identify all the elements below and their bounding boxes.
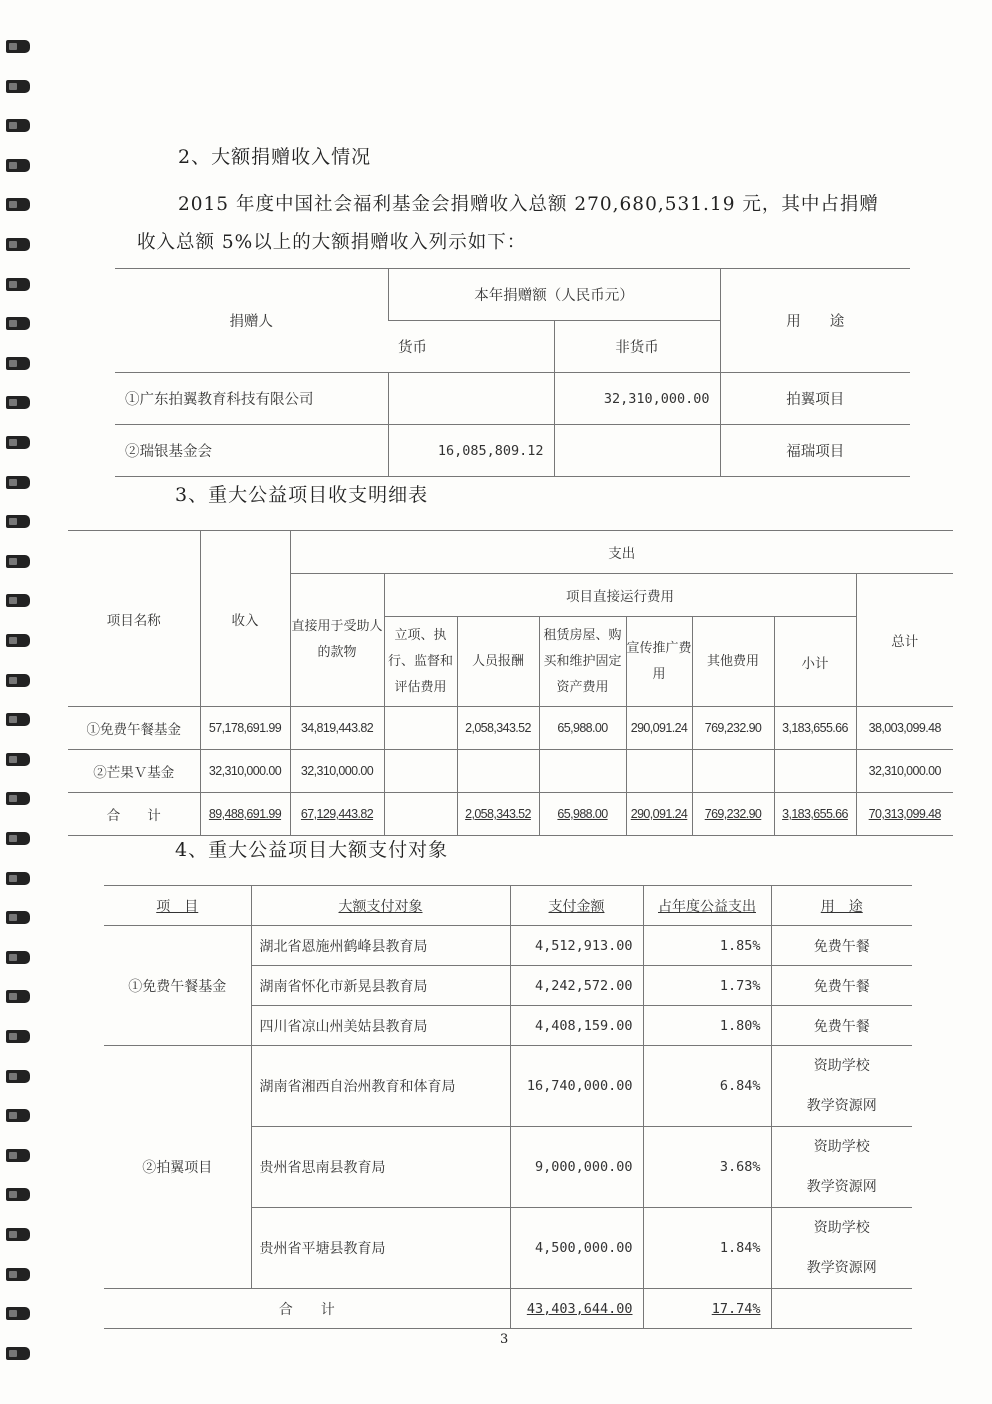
- header-promo-cost: 宣传推广费用: [626, 617, 692, 707]
- payment-ratio: 1.85%: [643, 926, 771, 966]
- binding-ring: [6, 1228, 30, 1241]
- use-line1: 资助学校: [813, 1220, 870, 1236]
- payment-use: 免费午餐: [771, 1006, 912, 1046]
- header-use: 用 途: [771, 886, 912, 926]
- sum-amount: 43,403,644.00: [510, 1289, 643, 1329]
- project-name: ①免费午餐基金: [68, 707, 200, 750]
- payment-amount: 4,242,572.00: [510, 966, 643, 1006]
- project-name: ②芒果Ｖ基金: [68, 750, 200, 793]
- header-project: 项 目: [104, 886, 251, 926]
- binding-ring: [6, 1188, 30, 1201]
- binding-ring: [6, 1109, 30, 1122]
- binding-ring: [6, 951, 30, 964]
- donation-table: [115, 268, 910, 477]
- sum-direct: 67,129,443.82: [290, 793, 384, 836]
- major-payee-table: [104, 885, 912, 1329]
- payment-ratio: 1.84%: [643, 1208, 771, 1289]
- header-income: 收入: [200, 531, 290, 707]
- section2-paragraph-line1: 2015 年度中国社会福利基金会捐赠收入总额 270,680,531.19 元，其中占捐赠: [178, 194, 879, 215]
- currency-value: [388, 373, 554, 425]
- sum-row: [104, 1289, 912, 1329]
- binding-ring: [6, 476, 30, 489]
- sum-label: 合 计: [104, 1289, 510, 1329]
- binding-ring: [6, 198, 30, 211]
- binding-ring: [6, 278, 30, 291]
- page-number: 3: [500, 1332, 509, 1347]
- sum-label: 合 计: [68, 793, 200, 836]
- payment-ratio: 6.84%: [643, 1046, 771, 1127]
- setup-value: [384, 707, 457, 750]
- other-value: 769,232.90: [692, 707, 774, 750]
- header-ratio: 占年度公益支出: [643, 886, 771, 926]
- binding-ring: [6, 792, 30, 805]
- sum-ratio: 17.74%: [643, 1289, 771, 1329]
- payment-amount: 4,408,159.00: [510, 1006, 643, 1046]
- binding-ring: [6, 119, 30, 132]
- payment-amount: 4,512,913.00: [510, 926, 643, 966]
- binding-ring: [6, 436, 30, 449]
- total-value: 32,310,000.00: [856, 750, 953, 793]
- binding-ring: [6, 238, 30, 251]
- table-row: [68, 707, 953, 750]
- section2-heading: 2、大额捐赠收入情况: [178, 146, 372, 168]
- payment-amount: 4,500,000.00: [510, 1208, 643, 1289]
- sum-subtotal: 3,183,655.66: [774, 793, 856, 836]
- promo-value: 290,091.24: [626, 707, 692, 750]
- subtotal-value: [774, 750, 856, 793]
- payment-amount: 16,740,000.00: [510, 1046, 643, 1127]
- section2-paragraph-line2: 收入总额 5%以上的大额捐赠收入列示如下：: [137, 232, 527, 253]
- header-setup-cost: 立项、执行、监督和评估费用: [384, 617, 457, 707]
- sum-use-empty: [771, 1289, 912, 1329]
- payee-name: 四川省凉山州美姑县教育局: [251, 1006, 510, 1046]
- payment-use: 免费午餐: [771, 966, 912, 1006]
- spiral-binding: [6, 40, 36, 1380]
- use-line1: 资助学校: [813, 1139, 870, 1155]
- binding-ring: [6, 1149, 30, 1162]
- section4-heading: 4、重大公益项目大额支付对象: [175, 839, 449, 861]
- header-lease-cost: 租赁房屋、购买和维护固定资产费用: [539, 617, 626, 707]
- table-row: [115, 425, 910, 477]
- header-use: 用 途: [720, 269, 910, 373]
- currency-value: 16,085,809.12: [388, 425, 554, 477]
- binding-ring: [6, 911, 30, 924]
- income-value: 57,178,691.99: [200, 707, 290, 750]
- binding-ring: [6, 1347, 30, 1360]
- staff-value: [457, 750, 539, 793]
- binding-ring: [6, 1030, 30, 1043]
- header-staff-pay: 人员报酬: [457, 617, 539, 707]
- header-payee: 大额支付对象: [251, 886, 510, 926]
- header-total: 总计: [856, 574, 953, 707]
- binding-ring: [6, 159, 30, 172]
- total-value: 38,003,099.48: [856, 707, 953, 750]
- noncurrency-value: [554, 425, 720, 477]
- binding-ring: [6, 832, 30, 845]
- binding-ring: [6, 317, 30, 330]
- project-income-expense-table: [68, 530, 953, 836]
- sum-lease: 65,988.00: [539, 793, 626, 836]
- payment-use: [771, 1046, 912, 1127]
- table-row: [115, 373, 910, 425]
- binding-ring: [6, 555, 30, 568]
- binding-ring: [6, 396, 30, 409]
- table-row: [104, 926, 912, 966]
- payment-amount: 9,000,000.00: [510, 1127, 643, 1208]
- sum-promo: 290,091.24: [626, 793, 692, 836]
- binding-ring: [6, 594, 30, 607]
- lease-value: [539, 750, 626, 793]
- header-subtotal: 小计: [774, 617, 856, 707]
- payee-name: 贵州省平塘县教育局: [251, 1208, 510, 1289]
- binding-ring: [6, 872, 30, 885]
- sum-other: 769,232.90: [692, 793, 774, 836]
- use-line2: 教学资源网: [806, 1098, 877, 1114]
- header-direct-aid: 直接用于受助人的款物: [290, 574, 384, 707]
- section3-heading: 3、重大公益项目收支明细表: [175, 484, 429, 506]
- group-label-free-lunch: ①免费午餐基金: [104, 926, 251, 1046]
- lease-value: 65,988.00: [539, 707, 626, 750]
- binding-ring: [6, 40, 30, 53]
- binding-ring: [6, 1307, 30, 1320]
- binding-ring: [6, 357, 30, 370]
- sum-row: [68, 793, 953, 836]
- staff-value: 2,058,343.52: [457, 707, 539, 750]
- use-line2: 教学资源网: [806, 1260, 877, 1276]
- setup-value: [384, 750, 457, 793]
- table-row: [104, 1046, 912, 1127]
- header-other-cost: 其他费用: [692, 617, 774, 707]
- payee-name: 湖南省怀化市新晃县教育局: [251, 966, 510, 1006]
- direct-value: 32,310,000.00: [290, 750, 384, 793]
- binding-ring: [6, 1268, 30, 1281]
- other-value: [692, 750, 774, 793]
- payment-ratio: 1.80%: [643, 1006, 771, 1046]
- sum-staff: 2,058,343.52: [457, 793, 539, 836]
- binding-ring: [6, 80, 30, 93]
- payee-name: 湖南省湘西自治州教育和体育局: [251, 1046, 510, 1127]
- income-value: 32,310,000.00: [200, 750, 290, 793]
- use-value: 拍翼项目: [720, 373, 910, 425]
- binding-ring: [6, 1070, 30, 1083]
- payment-use: [771, 1127, 912, 1208]
- donor-name: ②瑞银基金会: [115, 425, 388, 477]
- header-currency: 货币: [388, 321, 554, 373]
- sum-total: 70,313,099.48: [856, 793, 953, 836]
- binding-ring: [6, 674, 30, 687]
- payment-ratio: 1.73%: [643, 966, 771, 1006]
- header-operating-cost: 项目直接运行费用: [384, 574, 856, 617]
- direct-value: 34,819,443.82: [290, 707, 384, 750]
- donor-name: ①广东拍翼教育科技有限公司: [115, 373, 388, 425]
- binding-ring: [6, 753, 30, 766]
- use-value: 福瑞项目: [720, 425, 910, 477]
- payee-name: 贵州省思南县教育局: [251, 1127, 510, 1208]
- header-amount: 支付金额: [510, 886, 643, 926]
- binding-ring: [6, 634, 30, 647]
- binding-ring: [6, 515, 30, 528]
- binding-ring: [6, 990, 30, 1003]
- group-label-paiyi: ②拍翼项目: [104, 1046, 251, 1289]
- use-line1: 资助学校: [813, 1058, 870, 1074]
- header-noncurrency: 非货币: [554, 321, 720, 373]
- header-donor: 捐赠人: [115, 269, 388, 373]
- payment-ratio: 3.68%: [643, 1127, 771, 1208]
- header-project-name: 项目名称: [68, 531, 200, 707]
- sum-setup: [384, 793, 457, 836]
- binding-ring: [6, 713, 30, 726]
- use-line2: 教学资源网: [806, 1179, 877, 1195]
- table-row: [68, 750, 953, 793]
- header-expense: 支出: [290, 531, 953, 574]
- promo-value: [626, 750, 692, 793]
- payment-use: [771, 1208, 912, 1289]
- noncurrency-value: 32,310,000.00: [554, 373, 720, 425]
- subtotal-value: 3,183,655.66: [774, 707, 856, 750]
- sum-income: 89,488,691.99: [200, 793, 290, 836]
- header-amount: 本年捐赠额（人民币元）: [388, 269, 720, 321]
- payment-use: 免费午餐: [771, 926, 912, 966]
- payee-name: 湖北省恩施州鹤峰县教育局: [251, 926, 510, 966]
